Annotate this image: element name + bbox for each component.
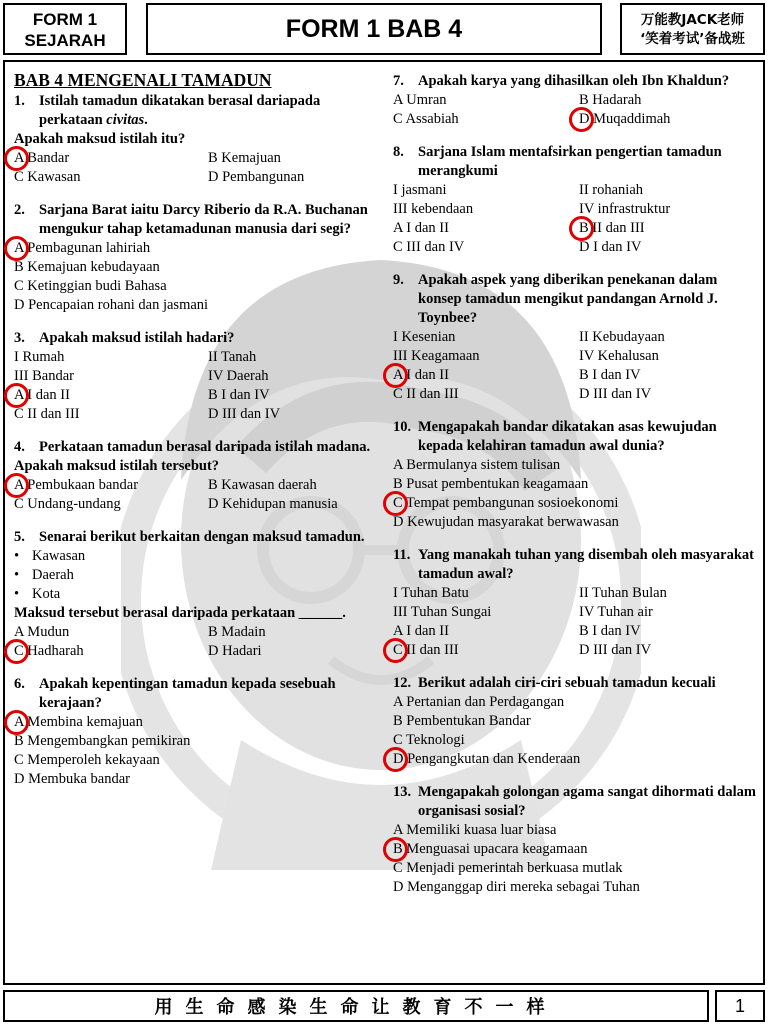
option-a[interactable]	[14, 713, 376, 732]
option-a[interactable]	[393, 366, 579, 385]
option-label: D III dan IV	[579, 642, 652, 658]
teacher-name: 万能教JACK老师	[640, 12, 745, 28]
option-a[interactable]	[393, 456, 758, 475]
question-text	[39, 92, 376, 130]
option-a[interactable]	[14, 239, 376, 258]
question-3	[14, 329, 376, 424]
option-label: D III dan IV	[208, 406, 281, 422]
class-name: ‘笑着考试’备战班	[640, 31, 745, 47]
statement-item: II Kebudayaan	[579, 329, 665, 345]
option-d[interactable]	[14, 296, 376, 315]
statement-item: II rohaniah	[579, 182, 644, 198]
option-d[interactable]	[208, 405, 376, 424]
subject-name: SEJARAH	[24, 31, 106, 50]
question-text: Apakah karya yang dihasilkan oleh Ibn Khaldun?	[418, 73, 730, 89]
option-c[interactable]	[14, 495, 208, 514]
option-label: A Memiliki kuasa luar biasa	[393, 822, 557, 838]
option-label: C II dan III	[393, 642, 459, 658]
question-text: Apakah maksud istilah hadari?	[39, 330, 235, 346]
option-c[interactable]	[393, 385, 579, 404]
question-text: Senarai berikut berkaitan dengan maksud tamadun.	[39, 529, 365, 545]
subject-label	[3, 3, 127, 55]
option-d[interactable]	[393, 750, 758, 769]
option-b[interactable]	[579, 366, 758, 385]
page-title	[146, 3, 602, 55]
option-label: C Ketinggian budi Bahasa	[14, 278, 167, 294]
option-label: C Memperoleh kekayaan	[14, 752, 160, 768]
question-number: 4.	[14, 439, 25, 455]
question-number: 10.	[393, 419, 412, 435]
option-label: C Assabiah	[393, 111, 459, 127]
question-2	[14, 201, 376, 315]
question-number: 9.	[393, 272, 404, 288]
option-b[interactable]	[393, 840, 758, 859]
question-text: Perkataan tamadun berasal daripada istilah madana.	[39, 439, 371, 455]
statement-item: II Tuhan Bulan	[579, 585, 667, 601]
option-b[interactable]	[579, 219, 758, 238]
left-column	[14, 70, 376, 789]
option-label: D Pembangunan	[208, 169, 305, 185]
option-d[interactable]	[579, 385, 758, 404]
question-5	[14, 528, 376, 661]
option-a[interactable]	[393, 693, 758, 712]
question-number: 1.	[14, 93, 25, 109]
question-4	[14, 438, 376, 514]
option-label: C Teknologi	[393, 732, 465, 748]
question-text: Berikut adalah ciri-ciri sebuah tamadun kecuali	[418, 675, 716, 691]
option-label: D Hadari	[208, 643, 262, 659]
option-c[interactable]	[393, 238, 579, 257]
option-label: C III dan IV	[393, 239, 465, 255]
question-11	[393, 546, 758, 660]
option-label: D I dan IV	[579, 239, 642, 255]
option-a[interactable]	[14, 476, 208, 495]
statement-item: I Tuhan Batu	[393, 585, 469, 601]
option-c[interactable]	[14, 642, 208, 661]
option-label: B I dan IV	[579, 623, 641, 639]
option-b[interactable]	[14, 732, 376, 751]
option-a[interactable]	[14, 386, 208, 405]
option-label: A I dan II	[14, 387, 70, 403]
option-label: D III dan IV	[579, 386, 652, 402]
question-number: 6.	[14, 676, 25, 692]
statement-item: I jasmani	[393, 182, 447, 198]
right-column	[393, 70, 758, 897]
question-number: 13.	[393, 784, 412, 800]
option-label: A Pertanian dan Perdagangan	[393, 694, 565, 710]
form-label: FORM 1	[32, 10, 98, 29]
option-label: B Kawasan daerah	[208, 477, 317, 493]
teacher-label	[620, 3, 765, 55]
question-text: Apakah kepentingan tamadun kepada sesebuah kerajaan?	[39, 676, 336, 711]
option-label: C II dan III	[14, 406, 80, 422]
option-a[interactable]	[393, 821, 758, 840]
question-text-italic: civitas	[106, 112, 145, 128]
option-label: A I dan II	[393, 623, 449, 639]
option-d[interactable]	[208, 168, 376, 187]
statement-item: IV Daerah	[208, 368, 269, 384]
option-a[interactable]	[393, 622, 579, 641]
question-10	[393, 418, 758, 532]
question-number: 12.	[393, 675, 412, 691]
question-number: 2.	[14, 202, 25, 218]
page-number	[715, 990, 765, 1022]
option-label: D Pengangkutan dan Kenderaan	[393, 751, 581, 767]
statement-item: II Tanah	[208, 349, 257, 365]
option-c[interactable]	[393, 859, 758, 878]
option-label: B Menguasai upacara keagamaan	[393, 841, 588, 857]
option-label: A I dan II	[393, 220, 449, 236]
option-b[interactable]	[579, 91, 758, 110]
option-d[interactable]	[393, 878, 758, 897]
option-label: B Kemajuan	[208, 150, 281, 166]
option-label: B Mengembangkan pemikiran	[14, 733, 191, 749]
option-c[interactable]	[14, 751, 376, 770]
option-d[interactable]	[579, 110, 758, 129]
worksheet-body	[3, 60, 765, 985]
question-8	[393, 143, 758, 257]
question-number: 5.	[14, 529, 25, 545]
option-d[interactable]	[579, 641, 758, 660]
option-b[interactable]	[208, 149, 376, 168]
question-text: Sarjana Islam mentafsirkan pengertian tamadun merangkumi	[418, 144, 722, 179]
question-12	[393, 674, 758, 769]
option-b[interactable]	[14, 258, 376, 277]
option-b[interactable]	[579, 622, 758, 641]
bullet-item: • Kota	[14, 585, 376, 604]
option-label: B Madain	[208, 624, 266, 640]
question-1	[14, 92, 376, 187]
option-d[interactable]	[393, 513, 758, 532]
page-number-text: 1	[734, 995, 745, 1016]
option-c[interactable]	[393, 110, 579, 129]
statement-item: I Rumah	[14, 349, 65, 365]
option-label: D Kewujudan masyarakat berwawasan	[393, 514, 619, 530]
option-b[interactable]	[393, 475, 758, 494]
question-text: Yang manakah tuhan yang disembah oleh masyarakat tamadun awal?	[418, 547, 754, 582]
option-c[interactable]	[393, 641, 579, 660]
option-label: A Bandar	[14, 150, 70, 166]
option-label: B II dan III	[579, 220, 645, 236]
footer-slogan	[3, 990, 709, 1022]
question-text: Apakah aspek yang diberikan penekanan dalam konsep tamadun mengikut pandangan Arnold J. Toynbee?	[418, 272, 718, 326]
option-label: D Pencapaian rohani dan jasmani	[14, 297, 209, 313]
page-title-text: FORM 1 BAB 4	[285, 14, 463, 43]
statement-item: III Keagamaan	[393, 348, 480, 364]
question-subtext: Maksud tersebut berasal daripada perkataan ______.	[14, 605, 346, 621]
option-label: D Muqaddimah	[579, 111, 671, 127]
question-13	[393, 783, 758, 897]
option-d[interactable]	[579, 238, 758, 257]
option-label: D Menganggap diri mereka sebagai Tuhan	[393, 879, 640, 895]
option-b[interactable]	[393, 712, 758, 731]
option-c[interactable]	[14, 168, 208, 187]
bullet-item: • Kawasan	[14, 547, 376, 566]
question-text-part: Istilah tamadun dikatakan berasal dariapada perkataan	[39, 93, 321, 128]
option-label: D Kehidupan manusia	[208, 496, 338, 512]
statement-item: III Tuhan Sungai	[393, 604, 492, 620]
option-label: C Undang-undang	[14, 496, 121, 512]
question-text: Mengapakah golongan agama sangat dihormati dalam organisasi sosial?	[418, 784, 756, 819]
option-c[interactable]	[14, 405, 208, 424]
option-b[interactable]	[208, 476, 376, 495]
statement-item: IV infrastruktur	[579, 201, 671, 217]
option-d[interactable]	[14, 770, 376, 789]
option-label: A Umran	[393, 92, 447, 108]
statement-item: III Bandar	[14, 368, 74, 384]
option-a[interactable]	[393, 219, 579, 238]
option-label: C Tempat pembangunan sosioekonomi	[393, 495, 619, 511]
question-6	[14, 675, 376, 789]
question-subtext: Apakah maksud istilah tersebut?	[14, 458, 220, 474]
option-label: C Menjadi pemerintah berkuasa mutlak	[393, 860, 623, 876]
option-c[interactable]	[393, 494, 758, 513]
option-a[interactable]	[14, 623, 208, 642]
option-c[interactable]	[14, 277, 376, 296]
question-subtext: Apakah maksud istilah itu?	[14, 131, 186, 147]
option-d[interactable]	[208, 495, 376, 514]
option-label: B Pusat pembentukan keagamaan	[393, 476, 589, 492]
option-d[interactable]	[208, 642, 376, 661]
option-label: A Pembagunan lahiriah	[14, 240, 151, 256]
option-c[interactable]	[393, 731, 758, 750]
option-label: C Kawasan	[14, 169, 81, 185]
option-a[interactable]	[14, 149, 208, 168]
option-label: B Hadarah	[579, 92, 642, 108]
question-number: 11.	[393, 547, 411, 563]
question-text: Mengapakah bandar dikatakan asas kewujudan kepada kelahiran tamadun awal dunia?	[418, 419, 717, 454]
option-label: A I dan II	[393, 367, 449, 383]
question-number: 3.	[14, 330, 25, 346]
question-7	[393, 72, 758, 129]
chapter-title: BAB 4 MENGENALI TAMADUN	[14, 70, 272, 90]
option-label: B I dan IV	[579, 367, 641, 383]
option-b[interactable]	[208, 386, 376, 405]
statement-item: IV Tuhan air	[579, 604, 653, 620]
option-label: B I dan IV	[208, 387, 270, 403]
option-label: A Membina kemajuan	[14, 714, 143, 730]
statement-item: I Kesenian	[393, 329, 456, 345]
question-text-end: .	[144, 112, 148, 128]
option-a[interactable]	[393, 91, 579, 110]
option-label: C II dan III	[393, 386, 459, 402]
statement-item: III kebendaan	[393, 201, 474, 217]
option-label: C Hadharah	[14, 643, 84, 659]
bullet-item: • Daerah	[14, 566, 376, 585]
option-label: A Bermulanya sistem tulisan	[393, 457, 561, 473]
question-text: Sarjana Barat iaitu Darcy Riberio da R.A. Buchanan mengukur tahap ketamadunan manusia dari segi?	[39, 202, 368, 237]
option-b[interactable]	[208, 623, 376, 642]
question-9	[393, 271, 758, 404]
option-label: B Kemajuan kebudayaan	[14, 259, 160, 275]
option-label: B Pembentukan Bandar	[393, 713, 531, 729]
option-label: A Mudun	[14, 624, 70, 640]
question-number: 8.	[393, 144, 404, 160]
option-label: D Membuka bandar	[14, 771, 130, 787]
option-label: A Pembukaan bandar	[14, 477, 139, 493]
footer-slogan-text: 用生命感染生命让教育不一样	[154, 997, 558, 1018]
question-number: 7.	[393, 73, 404, 89]
statement-item: IV Kehalusan	[579, 348, 659, 364]
